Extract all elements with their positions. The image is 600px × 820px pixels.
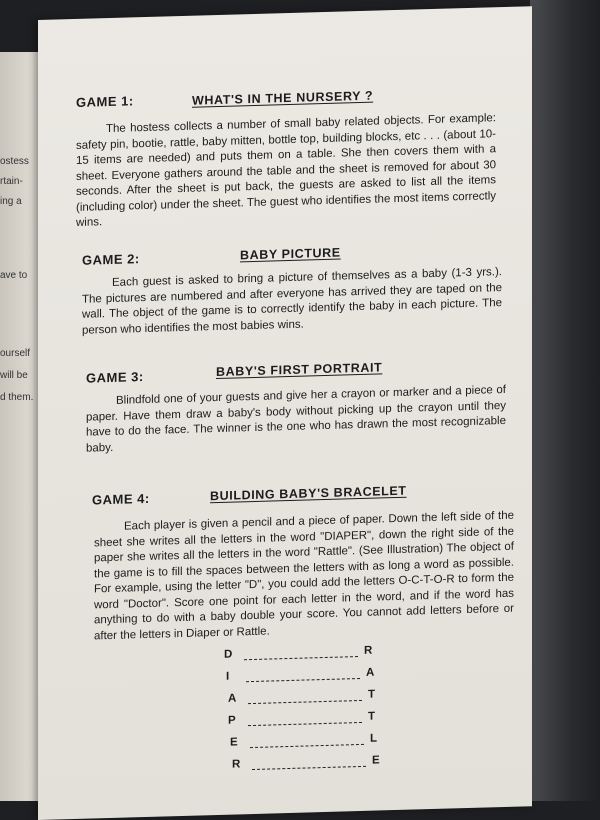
facing-page-fragment: ourself [0,348,31,359]
game-1-text: The hostess collects a number of small baby related objects. For example: safety pin, bootie, rattle, baby mitten, bottle top, building blocks, etc . . . (about 10-15 items are needed) and puts them on a table. She then covers them with a sheet. Everyone gathers around the table and the sheet is removed for about 30 seconds. After the sheet is put back, the guests are asked to list all the items (including color) under the sheet. The guest who identifies the most items correctly wins. [76,112,496,229]
puzzle-blanks [252,766,366,771]
facing-page-fragment: will be [0,370,28,381]
puzzle-blanks [248,722,362,727]
table-surface [530,0,600,801]
facing-page-fragment: d them. [0,392,34,403]
puzzle-blanks [244,656,358,661]
game-1-body [76,111,496,231]
game-1-label: GAME 1: [76,93,134,110]
game-3-title: BABY'S FIRST PORTRAIT [216,360,383,380]
booklet-page [38,6,532,820]
puzzle-row [228,688,398,711]
puzzle-blanks [248,700,362,705]
puzzle-right-letter: E [372,754,380,767]
facing-page-fragment: rtain- [0,176,23,187]
puzzle-row [230,732,400,755]
puzzle-right-letter: T [368,688,376,701]
game-4-body [94,509,514,645]
game-2-title: BABY PICTURE [240,245,341,263]
game-4-title: BUILDING BABY'S BRACELET [210,483,407,504]
puzzle-right-letter: A [366,666,375,679]
puzzle-blanks [250,744,364,749]
puzzle-left-letter: A [228,692,237,705]
game-1-title: WHAT'S IN THE NURSERY ? [192,88,374,108]
puzzle-right-letter: T [368,710,376,723]
puzzle-row [224,644,394,667]
game-2-body [82,265,502,339]
puzzle-right-letter: L [370,732,378,745]
game-4-text: Each player is given a pencil and a piece of paper. Down the left side of the sheet she writes all the letters in the word "DIAPER", down the right side of the paper she writes all the letters in the word "Rattle". (See Illustration) The object of the game is to fill the spaces between the letters with as long a word as possible. For example, using the letter "D", you could add the letters O-C-T-O-R to form the word "Doctor". Score one point for each letter in the word, and if the word has anything to do with a baby double your score. You cannot add letters before or after the letters in Diaper or Rattle. [94,509,514,642]
facing-page-fragment: ing a [0,196,22,207]
puzzle-left-letter: P [228,714,236,727]
game-2-label: GAME 2: [82,251,140,268]
puzzle-left-letter: D [224,648,233,661]
game-2-text: Each guest is asked to bring a picture of themselves as a baby (1-3 yrs.). The pictures are numbered and after everyone has arrived they are taped on the wall. The object of the game is to correctly identify the baby in each picture. The person who identifies the most babies wins. [82,266,502,337]
game-3-text: Blindfold one of your guests and give her a crayon or marker and a piece of paper. Have them draw a baby's body without picking up the crayon until they have to do the face. The winner is the one who has drawn the most recognizable baby. [86,383,506,455]
puzzle-left-letter: I [226,670,230,683]
puzzle-right-letter: R [364,644,373,657]
puzzle-left-letter: E [230,736,238,749]
facing-page-fragment: ave to [0,270,28,281]
game-3-label: GAME 3: [86,369,144,386]
game-3-body [86,383,506,457]
game-4-label: GAME 4: [92,490,150,508]
puzzle-row [228,710,398,733]
puzzle-left-letter: R [232,758,241,771]
facing-page-fragment: ostess [0,156,29,167]
puzzle-row [232,754,402,777]
puzzle-blanks [246,678,360,683]
puzzle-row [226,666,396,689]
